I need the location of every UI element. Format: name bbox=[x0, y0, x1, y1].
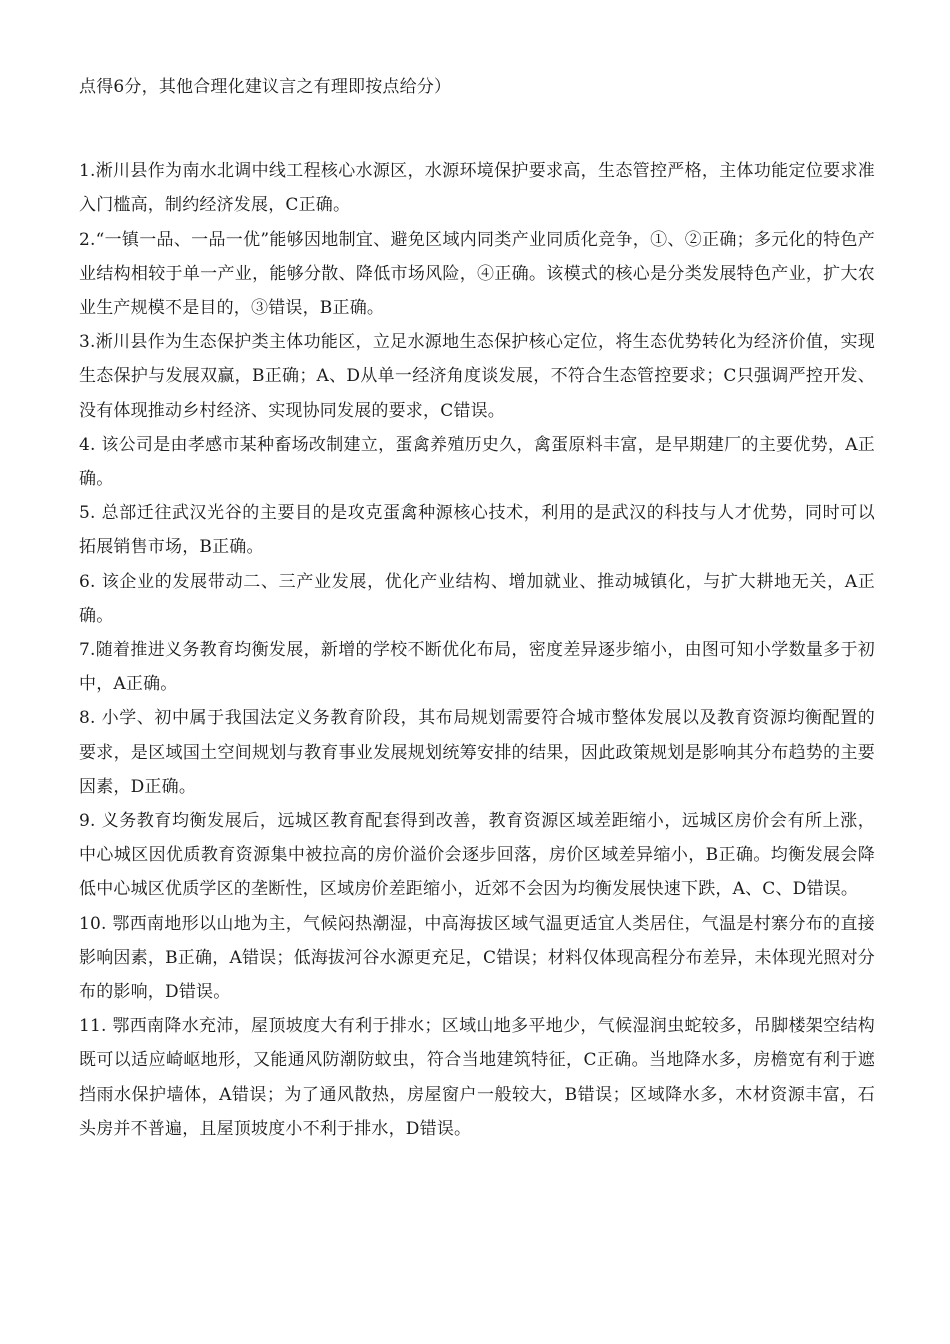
answer-11: 11. 鄂西南降水充沛，屋顶坡度大有利于排水；区域山地多平地少，气候湿润虫蛇较多，吊脚楼架空结构既可以适应崎岖地形，又能通风防潮防蚊虫，符合当地建筑特征，C正确。当地降水多，房檐宽有利于遮挡雨水保护墙体，A错误；为了通风散热，房屋窗户一般较大，B错误；区域降水多，木材资源丰富，石头房并不普遍，且屋顶坡度小不利于排水，D错误。 bbox=[79, 1016, 875, 1139]
answer-8: 8. 小学、初中属于我国法定义务教育阶段，其布局规划需要符合城市整体发展以及教育资源均衡配置的要求，是区域国土空间规划与教育事业发展规划统筹安排的结果，因此政策规划是影响其分布趋势的主要因素，D正确。 bbox=[79, 708, 875, 797]
answer-9: 9. 义务教育均衡发展后，远城区教育配套得到改善，教育资源区域差距缩小，远城区房价会有所上涨，中心城区因优质教育资源集中被拉高的房价溢价会逐步回落，房价区域差异缩小，B正确。均衡发展会降低中心城区优质学区的垄断性，区域房价差距缩小，近郊不会因为均衡发展快速下跌，A、C、D错误。 bbox=[79, 811, 875, 900]
answer-6: 6. 该企业的发展带动二、三产业发展，优化产业结构、增加就业、推动城镇化，与扩大耕地无关，A正确。 bbox=[79, 571, 875, 626]
answer-1: 1.淅川县作为南水北调中线工程核心水源区，水源环境保护要求高，生态管控严格，主体功能定位要求准入门槛高，制约经济发展，C正确。 bbox=[79, 161, 875, 216]
answer-2: 2.“一镇一品、一品一优”能够因地制宜、避免区域内同类产业同质化竞争，①、②正确；多元化的特色产业结构相较于单一产业，能够分散、降低市场风险，④正确。该模式的核心是分类发展特色产业，扩大农业生产规模不是目的，③错误，B正确。 bbox=[79, 229, 875, 319]
paragraph-gap bbox=[79, 104, 875, 154]
answer-page bbox=[79, 70, 875, 1146]
intro-line: 点得6分，其他合理化建议言之有理即按点给分） bbox=[79, 77, 452, 97]
answer-7: 7.随着推进义务教育均衡发展，新增的学校不断优化布局，密度差异逐步缩小，由图可知小学数量多于初中，A正确。 bbox=[79, 640, 875, 695]
answer-4: 4. 该公司是由孝感市某种畜场改制建立，蛋禽养殖历史久，禽蛋原料丰富，是早期建厂的主要优势，A正确。 bbox=[79, 434, 875, 490]
answer-10: 10. 鄂西南地形以山地为主，气候闷热潮湿，中高海拔区域气温更适宜人类居住，气温是村寨分布的直接影响因素，B正确，A错误；低海拔河谷水源更充足，C错误；材料仅体现高程分布差异，未体现光照对分布的影响，D错误。 bbox=[79, 913, 875, 1003]
answer-3: 3.淅川县作为生态保护类主体功能区，立足水源地生态保护核心定位，将生态优势转化为经济价值，实现生态保护与发展双赢，B正确；A、D从单一经济角度谈发展，不符合生态管控要求；C只强调严控开发、没有体现推动乡村经济、实现协同发展的要求，C错误。 bbox=[79, 332, 875, 421]
answer-5: 5. 总部迁往武汉光谷的主要目的是攻克蛋禽种源核心技术，利用的是武汉的科技与人才优势，同时可以拓展销售市场，B正确。 bbox=[79, 503, 875, 558]
